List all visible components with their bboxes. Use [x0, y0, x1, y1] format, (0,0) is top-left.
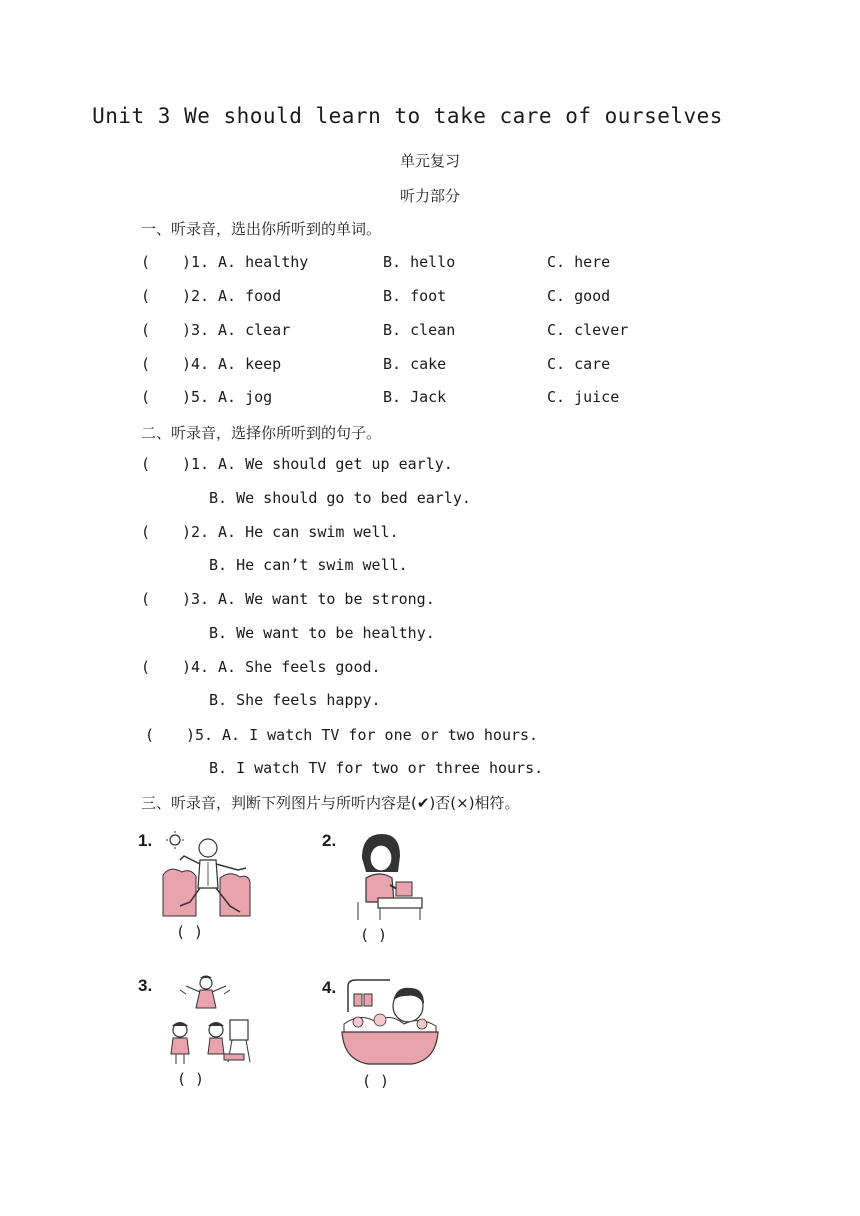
option-b: B. Jack	[383, 388, 447, 406]
section3-heading: 三、听录音，判断下列图片与所听内容是(✔)否(×)相符。	[141, 794, 520, 812]
answer-paren[interactable]: ( )	[177, 1070, 205, 1088]
option-a: A. jog	[218, 388, 273, 406]
option-b: B. We want to be healthy.	[209, 624, 435, 642]
girl-washing-hands-icon	[352, 830, 424, 920]
answer-paren[interactable]: (	[141, 355, 151, 373]
item-number: )2.	[182, 287, 210, 305]
item-number: )1.	[182, 253, 210, 271]
subtitle-listening: 听力部分	[399, 187, 460, 205]
option-b: B. We should go to bed early.	[209, 489, 471, 507]
item-number: )5.	[182, 388, 210, 406]
picture-number: 3.	[138, 976, 153, 995]
item-number: )1.	[182, 455, 210, 473]
picture-number: 4.	[322, 978, 337, 997]
tai-chi-man-icon	[160, 830, 252, 918]
answer-paren[interactable]: (	[141, 658, 151, 676]
option-a: A. food	[218, 287, 282, 305]
option-a: A. I watch TV for one or two hours.	[222, 726, 539, 744]
option-a: A. We should get up early.	[218, 455, 453, 473]
section2-heading: 二、听录音，选择你所听到的句子。	[141, 424, 382, 442]
answer-paren[interactable]: (	[141, 455, 151, 473]
option-a: A. clear	[218, 321, 291, 339]
answer-paren[interactable]: (	[141, 388, 151, 406]
item-number: )3.	[182, 321, 210, 339]
boy-bathing-icon	[340, 972, 440, 1068]
option-a: A. keep	[218, 355, 282, 373]
option-a: A. He can swim well.	[218, 523, 399, 541]
option-b: B. I watch TV for two or three hours.	[209, 759, 544, 777]
option-b: B. cake	[383, 355, 447, 373]
option-a: A. healthy	[218, 253, 309, 271]
answer-paren[interactable]: ( )	[362, 1072, 390, 1090]
option-b: B. hello	[383, 253, 456, 271]
item-number: )3.	[182, 590, 210, 608]
item-number: )2.	[182, 523, 210, 541]
answer-paren[interactable]: (	[141, 287, 151, 305]
picture-number: 1.	[138, 831, 153, 850]
answer-paren[interactable]: (	[145, 726, 155, 744]
option-c: C. good	[547, 287, 611, 305]
option-a: A. We want to be strong.	[218, 590, 435, 608]
option-a: A. She feels good.	[218, 658, 381, 676]
item-number: )5.	[186, 726, 214, 744]
item-number: )4.	[182, 658, 210, 676]
subtitle-review: 单元复习	[399, 152, 460, 170]
section1-heading: 一、听录音，选出你所听到的单词。	[141, 220, 382, 238]
page-title: Unit 3 We should learn to take care of ourselves	[92, 104, 723, 128]
option-b: B. foot	[383, 287, 447, 305]
answer-paren[interactable]: (	[141, 321, 151, 339]
option-b: B. He can’t swim well.	[209, 556, 408, 574]
answer-paren[interactable]: (	[141, 523, 151, 541]
option-c: C. juice	[547, 388, 620, 406]
answer-paren[interactable]: ( )	[360, 926, 388, 944]
answer-paren[interactable]: (	[141, 253, 151, 271]
item-number: )4.	[182, 355, 210, 373]
answer-paren[interactable]: (	[141, 590, 151, 608]
option-b: B. She feels happy.	[209, 691, 381, 709]
answer-paren[interactable]: ( )	[176, 923, 204, 941]
picture-number: 2.	[322, 831, 337, 850]
option-c: C. here	[547, 253, 611, 271]
girls-dancing-drawing-icon	[160, 974, 255, 1066]
option-c: C. clever	[547, 321, 629, 339]
option-b: B. clean	[383, 321, 456, 339]
option-c: C. care	[547, 355, 611, 373]
